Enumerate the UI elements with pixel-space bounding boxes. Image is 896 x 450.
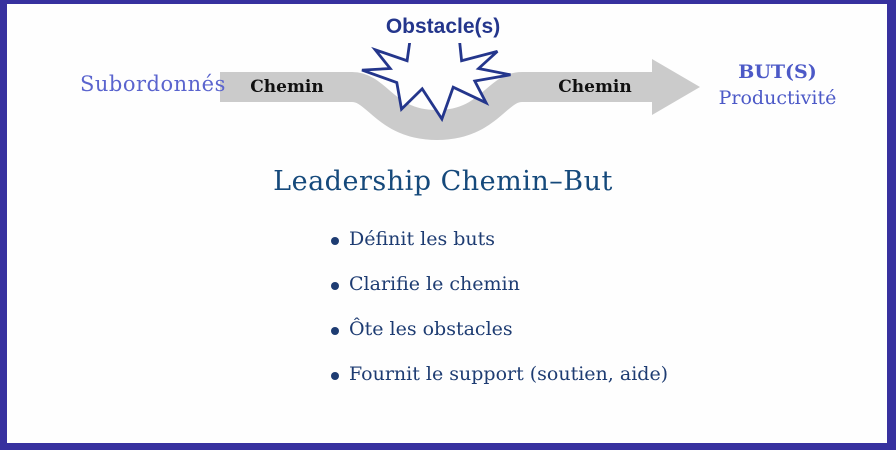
list-item-label: Fournit le support (soutien, aide) [349, 363, 669, 385]
bullet-dot-icon [331, 327, 339, 335]
bullet-dot-icon [331, 237, 339, 245]
list-item [331, 317, 668, 341]
bullet-dot-icon [331, 282, 339, 290]
path-label-left: Chemin [250, 77, 324, 97]
list-item-label: Ôte les obstacles [349, 318, 513, 340]
page-title: Leadership Chemin–But [273, 166, 613, 197]
goal-label: BUT(S) [738, 61, 817, 83]
list-item [331, 362, 668, 386]
obstacle-label: Obstacle(s) [374, 15, 512, 43]
leadership-bullet-list [331, 227, 668, 407]
list-item [331, 272, 668, 296]
path-label-right: Chemin [558, 77, 632, 97]
bullet-dot-icon [331, 372, 339, 380]
subordinates-label: Subordonnés [80, 72, 226, 96]
list-item-label: Définit les buts [349, 228, 496, 250]
path-arrowhead [652, 59, 700, 115]
list-item [331, 227, 668, 251]
productivity-label: Productivité [718, 87, 837, 109]
list-item-label: Clarifie le chemin [349, 273, 520, 295]
